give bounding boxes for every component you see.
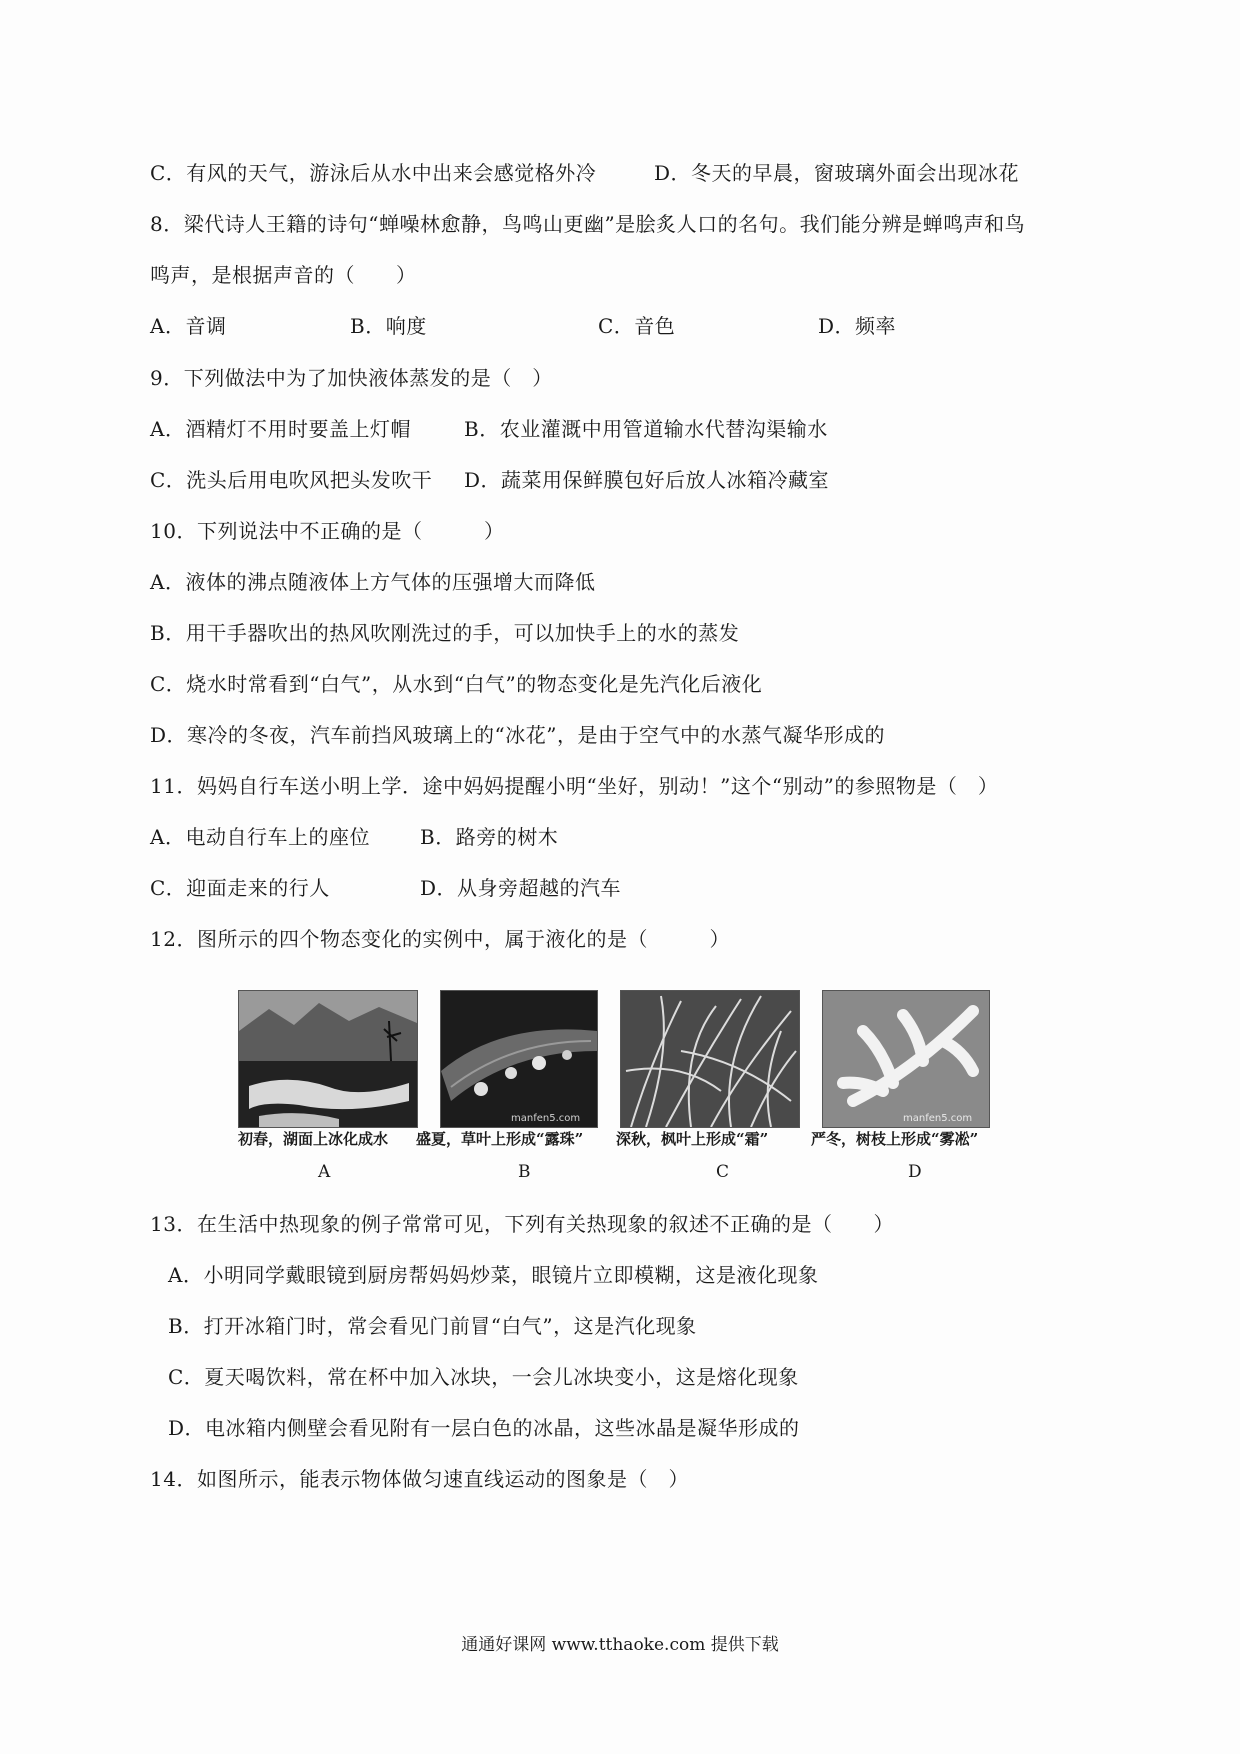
figure-b-watermark: manfen5.com (511, 1113, 581, 1124)
q11-option-c: C．迎面走来的行人 (150, 876, 330, 900)
caption-c: 深秋，枫叶上形成“霜” (616, 1130, 769, 1148)
q12-stem: 12．图所示的四个物态变化的实例中，属于液化的是（ ） (150, 927, 730, 951)
figure-c-frost-image (620, 990, 800, 1128)
caption-d: 严冬，树枝上形成“雾凇” (811, 1130, 979, 1148)
q11-option-b: B．路旁的树木 (420, 825, 559, 849)
q8-stem-line2: 鸣声，是根据声音的（ ） (150, 263, 417, 287)
q9-option-d: D．蔬菜用保鲜膜包好后放人冰箱冷藏室 (464, 468, 830, 492)
figure-letter-a: A (318, 1162, 331, 1182)
q11-option-d: D．从身旁超越的汽车 (420, 876, 622, 900)
q8-option-d: D．频率 (818, 314, 897, 338)
q8-option-c: C．音色 (598, 314, 676, 338)
caption-a: 初春，湖面上冰化成水 (238, 1130, 389, 1148)
q9-stem: 9．下列做法中为了加快液体蒸发的是（ ） (150, 366, 553, 390)
figure-letter-c: C (716, 1162, 730, 1182)
q9-option-c: C．洗头后用电吹风把头发吹干 (150, 468, 433, 492)
q11-stem: 11．妈妈自行车送小明上学．途中妈妈提醒小明“坐好，别动！”这个“别动”的参照物是（ ） (150, 774, 999, 798)
q8-stem-line1: 8．梁代诗人王籍的诗句“蝉噪林愈静，鸟鸣山更幽”是脍炙人口的名句。我们能分辨是蝉鸣声和鸟 (150, 212, 1026, 236)
q11-option-a: A．电动自行车上的座位 (150, 825, 370, 849)
q10-option-d: D．寒冷的冬夜，汽车前挡风玻璃上的“冰花”，是由于空气中的水蒸气凝华形成的 (150, 723, 885, 747)
q7-option-c: C．有风的天气，游泳后从水中出来会感觉格外冷 (150, 161, 597, 185)
q9-option-b: B．农业灌溉中用管道输水代替沟渠输水 (464, 417, 828, 441)
figure-d-watermark: manfen5.com (903, 1113, 973, 1124)
q10-option-b: B．用干手器吹出的热风吹刚洗过的手，可以加快手上的水的蒸发 (150, 621, 740, 645)
q13-option-b: B．打开冰箱门时，常会看见门前冒“白气”，这是汽化现象 (168, 1314, 697, 1338)
q9-option-a: A．酒精灯不用时要盖上灯帽 (150, 417, 411, 441)
q7-option-d: D．冬天的早晨，窗玻璃外面会出现冰花 (654, 161, 1020, 185)
q8-option-b: B．响度 (350, 314, 427, 338)
q10-stem: 10．下列说法中不正确的是（ ） (150, 519, 505, 543)
figure-b-dew-image (440, 990, 598, 1128)
q13-stem: 13．在生活中热现象的例子常常可见，下列有关热现象的叙述不正确的是（ ） (150, 1212, 894, 1236)
figure-a-lake-image (238, 990, 418, 1128)
q10-option-a: A．液体的沸点随液体上方气体的压强增大而降低 (150, 570, 596, 594)
caption-b: 盛夏，草叶上形成“露珠” (416, 1130, 584, 1148)
q13-option-d: D．电冰箱内侧壁会看见附有一层白色的冰晶，这些冰晶是凝华形成的 (168, 1416, 800, 1440)
q13-option-c: C．夏天喝饮料，常在杯中加入冰块，一会儿冰块变小，这是熔化现象 (168, 1365, 799, 1389)
q13-option-a: A．小明同学戴眼镜到厨房帮妈妈炒菜，眼镜片立即模糊，这是液化现象 (168, 1263, 819, 1287)
figure-d-rime-image (822, 990, 990, 1128)
figure-letter-d: D (908, 1162, 922, 1182)
figure-letter-b: B (518, 1162, 531, 1182)
q10-option-c: C．烧水时常看到“白气”，从水到“白气”的物态变化是先汽化后液化 (150, 672, 763, 696)
q14-stem: 14．如图所示，能表示物体做匀速直线运动的图象是（ ） (150, 1467, 689, 1491)
q8-option-a: A．音调 (150, 314, 227, 338)
page-footer: 通通好课网 www.tthaoke.com 提供下载 (461, 1635, 779, 1655)
